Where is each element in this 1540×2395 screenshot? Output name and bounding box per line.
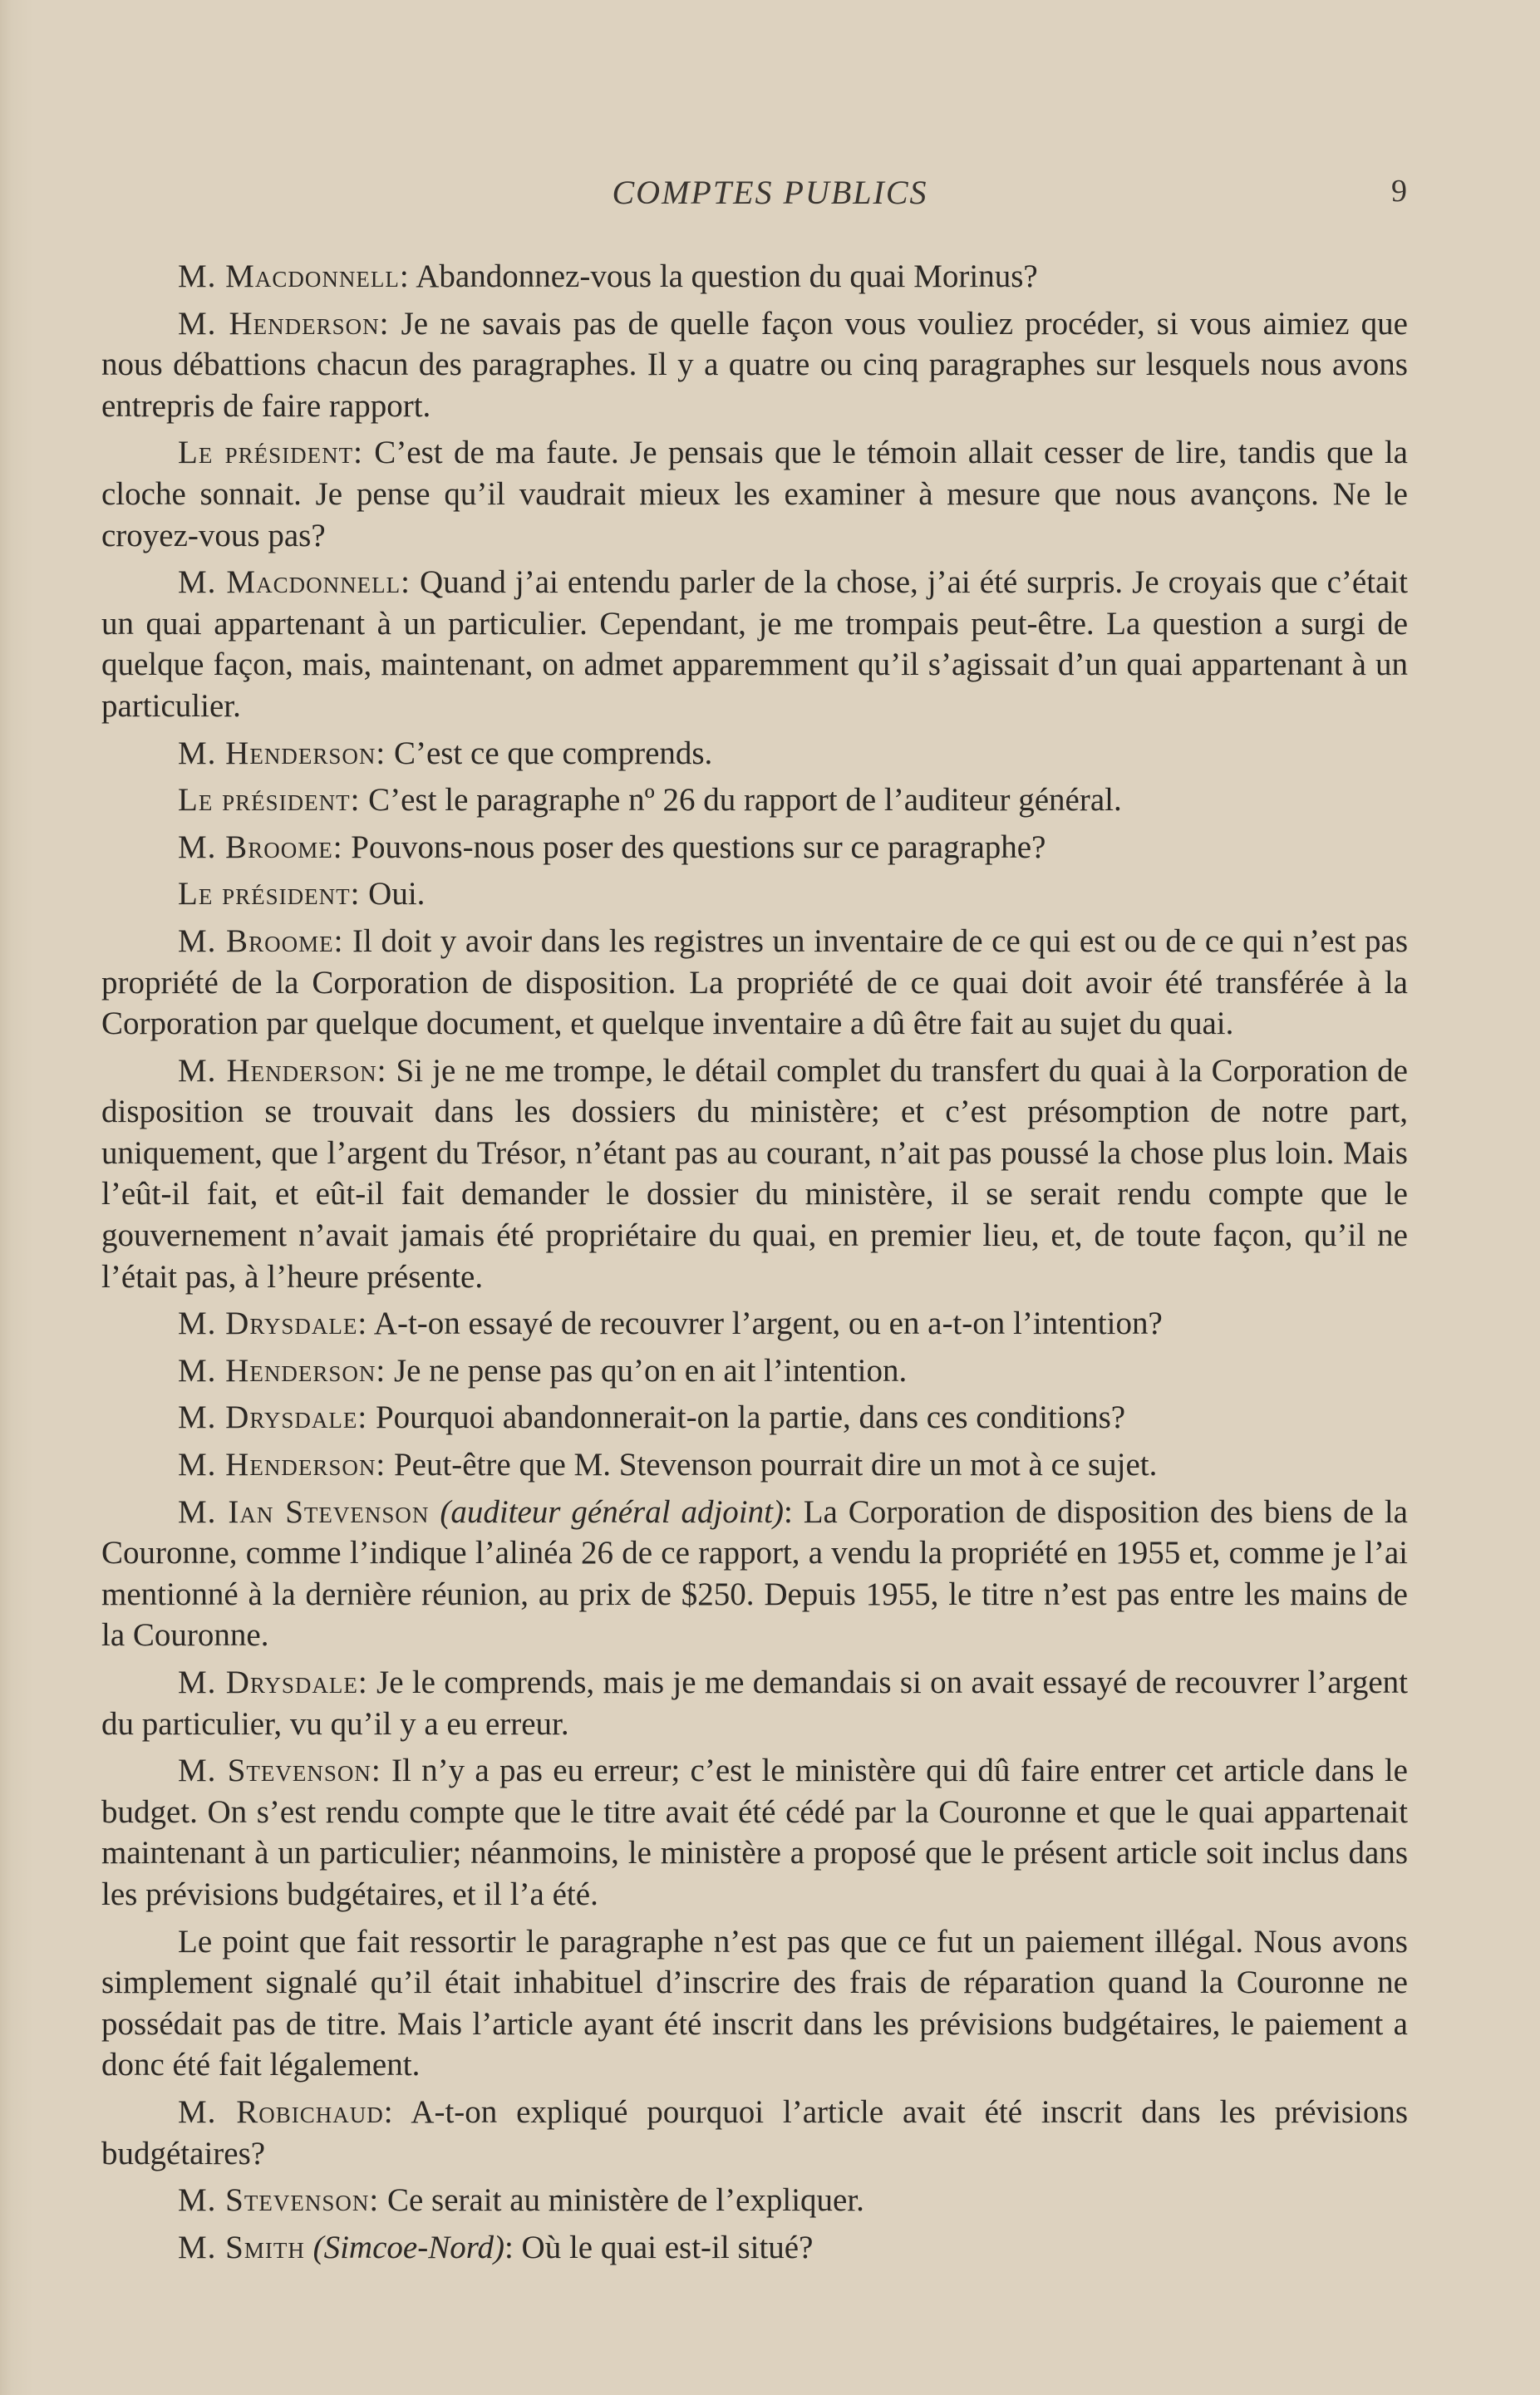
speaker: M. Macdonnell:: [178, 564, 411, 601]
speech: Pouvons-nous poser des questions sur ce paragraphe?: [342, 829, 1046, 865]
speaker: M. Henderson:: [178, 735, 386, 771]
speech: Je ne pense pas qu’on en ait l’intention.: [386, 1352, 908, 1389]
paragraph: [101, 1397, 1408, 1438]
speaker: M. Drysdale:: [178, 1665, 368, 1700]
speaker: M. Henderson:: [178, 305, 390, 342]
speech: A-t-on expliqué pourquoi l’article avait été inscrit dans les prévisions budgétaires?: [101, 2093, 1409, 2171]
speech: Le point que fait ressortir le paragraphe n’est pas que ce fut un paiement illégal. Nous avons simplement signalé qu’il était inhabituel d’inscrire des frais de réparation quand la Couronne ne possédait pas de titre. Mais l’article ayant été inscrit dans les prévisions budgétaires, le paiement a donc été fait légalement.: [101, 1923, 1408, 2083]
paragraph: [101, 873, 1408, 915]
speech: Peut-être que M. Stevenson pourrait dire un mot à ce sujet.: [386, 1447, 1158, 1483]
paragraph: [101, 1050, 1408, 1298]
speaker: Le président:: [178, 435, 363, 471]
running-title: COMPTES PUBLICS: [612, 174, 928, 211]
speaker: Le président:: [178, 876, 361, 912]
transcript-body: [101, 256, 1408, 2274]
speech: Oui.: [360, 876, 426, 912]
paragraph: [101, 1921, 1408, 2086]
speech: Pourquoi abandonnerait-on la partie, dans ces conditions?: [367, 1399, 1126, 1436]
paragraph: [101, 1492, 1408, 1656]
speaker: M. Drysdale:: [178, 1399, 368, 1436]
page-number: 9: [1391, 174, 1407, 209]
speaker: M. Stevenson:: [178, 1753, 381, 1789]
speech: A-t-on essayé de recouvrer l’argent, ou en a-t-on l’intention?: [367, 1306, 1163, 1342]
paragraph: [101, 256, 1408, 298]
speaker: M. Smith: [178, 2229, 305, 2265]
speaker: M. Ian Stevenson: [178, 1493, 430, 1530]
speech: C’est de ma faute. Je pensais que le témoin allait cesser de lire, tandis que la cloche sonnait. Je pense qu’il vaudrait mieux les examiner à mesure que nous avançons. Ne le croyez-vous pas?: [101, 435, 1408, 553]
speaker: M. Drysdale:: [178, 1306, 368, 1342]
speech: Quand j’ai entendu parler de la chose, j’ai été surpris. Je croyais que c’était un quai appartenant à un particulier. Cependant, je me trompais peut-être. La question a surgi de quelque façon, mais, maintenant, on admet apparemment qu’il s’agissait d’un quai appartenant à un particulier.: [101, 564, 1409, 724]
speech: C’est le paragraphe nº 26 du rapport de l’auditeur général.: [360, 782, 1122, 819]
paragraph: [101, 303, 1408, 427]
speech: Abandonnez-vous la question du quai Morinus?: [409, 258, 1038, 294]
speaker: M. Robichaud:: [178, 2093, 394, 2130]
paragraph: [101, 1444, 1408, 1486]
speaker: M. Henderson:: [178, 1447, 386, 1483]
speaker: M. Broome:: [178, 922, 344, 959]
paragraph: [101, 1750, 1408, 1915]
paragraph: [101, 432, 1408, 556]
paragraph: [101, 2180, 1408, 2221]
speech: : La Corporation de disposition des biens de la Couronne, comme l’indique l’alinéa 26 de ce rapport, a vendu la propriété en 1955 et, comme je l’ai mentionné à la dernière réunion, au prix de $250. Depuis 1955, le titre n’est pas entre les mains de la Couronne.: [101, 1493, 1408, 1654]
speech: : Où le quai est-il situé?: [504, 2229, 814, 2265]
speaker: Le président:: [178, 782, 361, 819]
speaker-note: (auditeur général adjoint): [440, 1493, 784, 1530]
paragraph: [101, 2092, 1408, 2174]
speech: Je ne savais pas de quelle façon vous vouliez procéder, si vous aimiez que nous débattions chacun des paragraphes. Il y a quatre ou cinq paragraphes sur lesquels nous avons entrepris de faire rapport.: [101, 305, 1408, 424]
paragraph: [101, 1662, 1408, 1744]
speaker-note: (Simcoe-Nord): [312, 2229, 504, 2265]
paragraph: [101, 779, 1408, 821]
paragraph: [101, 1303, 1408, 1345]
speaker: M. Macdonnell:: [178, 258, 410, 294]
speech: Je le comprends, mais je me demandais si on avait essayé de recouvrer l’argent du particulier, vu qu’il y a eu erreur.: [101, 1665, 1408, 1742]
paragraph: [101, 733, 1408, 775]
paragraph: [101, 921, 1408, 1045]
paragraph: [101, 827, 1408, 868]
speech: Il n’y a pas eu erreur; c’est le ministère qui dû faire entrer cet article dans le budget. On s’est rendu compte que le titre avait été cédé par la Couronne et que le quai appartenait maintenant à un particulier; néanmoins, le ministère a proposé que le présent article soit inclus dans les prévisions budgétaires, et il l’a été.: [101, 1753, 1408, 1912]
speaker: M. Stevenson:: [178, 2182, 380, 2219]
running-header: [0, 173, 1540, 214]
speaker: M. Henderson:: [178, 1052, 387, 1089]
paragraph: [101, 2227, 1408, 2269]
speech: Si je ne me trompe, le détail complet du transfert du quai à la Corporation de disposition se trouvait dans les dossiers du ministère; et c’est présomption de notre part, uniquement, que l’argent du Trésor, n’étant pas au courant, n’ait pas poussé la chose plus loin. Mais l’eût-il fait, et eût-il fait demander le dossier du ministère, il se serait rendu compte que le gouvernement n’avait jamais été propriétaire du quai, en premier lieu, et, de toute façon, qu’il ne l’était pas, à l’heure présente.: [101, 1052, 1408, 1295]
paragraph: [101, 562, 1408, 726]
speaker: M. Broome:: [178, 829, 343, 865]
speech: C’est ce que comprends.: [386, 735, 713, 771]
speech: Il doit y avoir dans les registres un inventaire de ce qui est ou de ce qui n’est pas propriété de la Corporation de disposition. La propriété de ce quai doit avoir été transférée à la Corporation par quelque document, et quelque inventaire a dû être fait au sujet du quai.: [101, 922, 1409, 1042]
speaker: M. Henderson:: [178, 1352, 386, 1389]
paragraph: [101, 1350, 1408, 1392]
speech: Ce serait au ministère de l’expliquer.: [379, 2182, 864, 2219]
